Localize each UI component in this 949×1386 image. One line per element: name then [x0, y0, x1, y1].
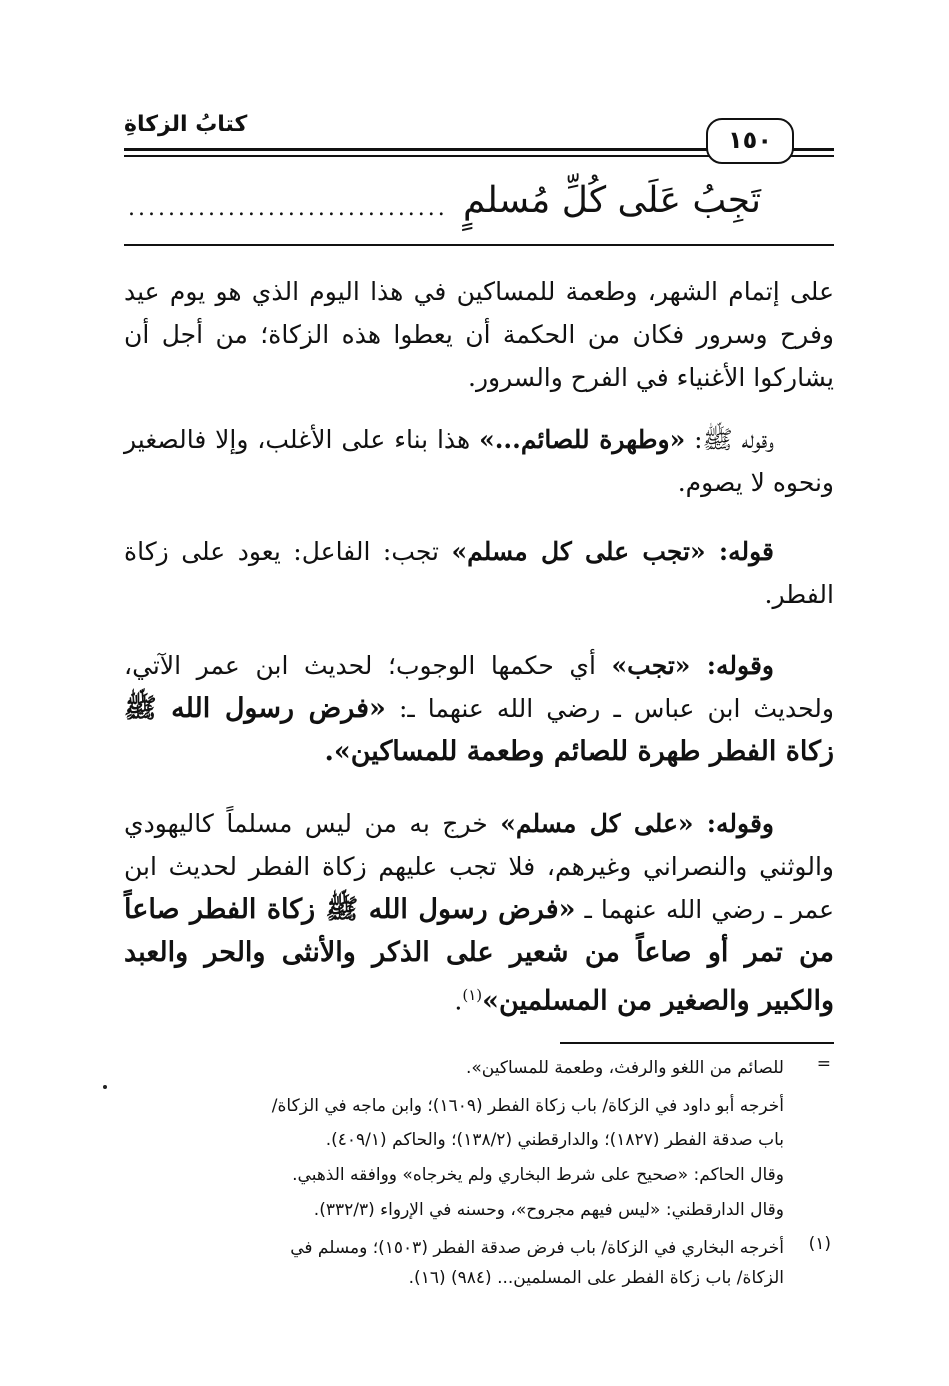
p5-quote: «على كل مسلم» — [500, 809, 694, 838]
p2-lead: وقوله ﷺ: — [685, 425, 774, 454]
footnote-ref-1: (١) — [462, 986, 483, 1004]
matn-rule — [124, 244, 834, 246]
running-header-book-title: كتابُ الزكاةِ — [124, 112, 248, 137]
paragraph-4 — [124, 644, 834, 773]
p5-rest: خرج به من ليس مسلماً كاليهودي والوثني والنصراني وغيرهم، فلا تجب عليهم زكاة الفطر لحديث ابن عمر ـ رضي الله عنهما ـ — [124, 809, 834, 924]
footnote-continuation-mark: = — [816, 1054, 831, 1074]
p3-rest: تجب: الفاعل: يعود على زكاة الفطر. — [124, 537, 834, 609]
p4-hadith: «فرض رسول الله ﷺ زكاة الفطر طهرة للصائم وطعمة للمساكين». — [124, 693, 834, 767]
footnote-rule — [560, 1042, 834, 1044]
p2-quote: «وطهرة للصائم...» — [479, 425, 686, 454]
footnote-0-line-1: للصائم من اللغو والرفث، وطعمة للمساكين». — [466, 1058, 784, 1078]
footnote-0-line-4: وقال الحاكم: «صحيح على شرط البخاري ولم يخرجاه» ووافقه الذهبي. — [292, 1165, 784, 1185]
paragraph-1 — [124, 270, 834, 399]
footnote-1-line-1: أخرجه البخاري في الزكاة/ باب فرض صدقة الفطر (١٥٠٣)؛ ومسلم في — [290, 1238, 784, 1258]
p5-end: . — [454, 986, 463, 1016]
stray-dot — [103, 1085, 107, 1089]
matn-text: تَجِبُ عَلَى كُلِّ مُسلمٍ — [462, 180, 761, 221]
page-number: ١٥٠ — [706, 118, 794, 164]
p3-quote: «تجب على كل مسلم» — [451, 537, 706, 566]
paragraph-1-text: على إتمام الشهر، وطعمة للمساكين في هذا اليوم الذي هو يوم عيد وفرح وسرور فكان من الحكمة أن يعطوا هذه الزكاة؛ من أجل أن يشاركوا الأغنياء في الفرح والسرور. — [124, 277, 834, 392]
paragraph-3 — [124, 530, 834, 616]
footnote-0-line-2: أخرجه أبو داود في الزكاة/ باب زكاة الفطر (١٦٠٩)؛ وابن ماجه في الزكاة/ — [271, 1096, 784, 1116]
matn-dots: ................................ — [128, 196, 448, 221]
paragraph-2 — [124, 418, 834, 504]
p3-lead: قوله: — [705, 537, 774, 566]
paragraph-5 — [124, 802, 834, 1022]
p2-rest: هذا بناء على الأغلب، وإلا فالصغير ونحوه لا يصوم. — [124, 425, 834, 497]
footnote-1-line-2: الزكاة/ باب زكاة الفطر على المسلمين... (٩٨٤) (١٦). — [408, 1268, 784, 1288]
p5-hadith: «فرض رسول الله ﷺ زكاة الفطر صاعاً من تمر أو صاعاً من شعير على الذكر والأنثى والحر والعبد والكبير والصغير من المسلمين» — [124, 894, 834, 1017]
p4-quote: «تجب» — [611, 651, 691, 680]
p4-lead: وقوله: — [690, 651, 774, 680]
footnote-0-line-3: باب صدقة الفطر (١٨٢٧)؛ والدارقطني (١٣٨/٢)؛ والحاكم (٤٠٩/١). — [325, 1130, 784, 1150]
p4-rest: أي حكمها الوجوب؛ لحديث ابن عمر الآتي، ولحديث ابن عباس ـ رضي الله عنهما ـ: — [124, 651, 834, 723]
p5-lead: وقوله: — [693, 809, 774, 838]
footnote-0-line-5: وقال الدارقطني: «ليس فيهم مجروح»، وحسنه في الإرواء (٣٣٢/٣). — [313, 1200, 784, 1220]
footnote-1-mark: (١) — [808, 1234, 831, 1254]
